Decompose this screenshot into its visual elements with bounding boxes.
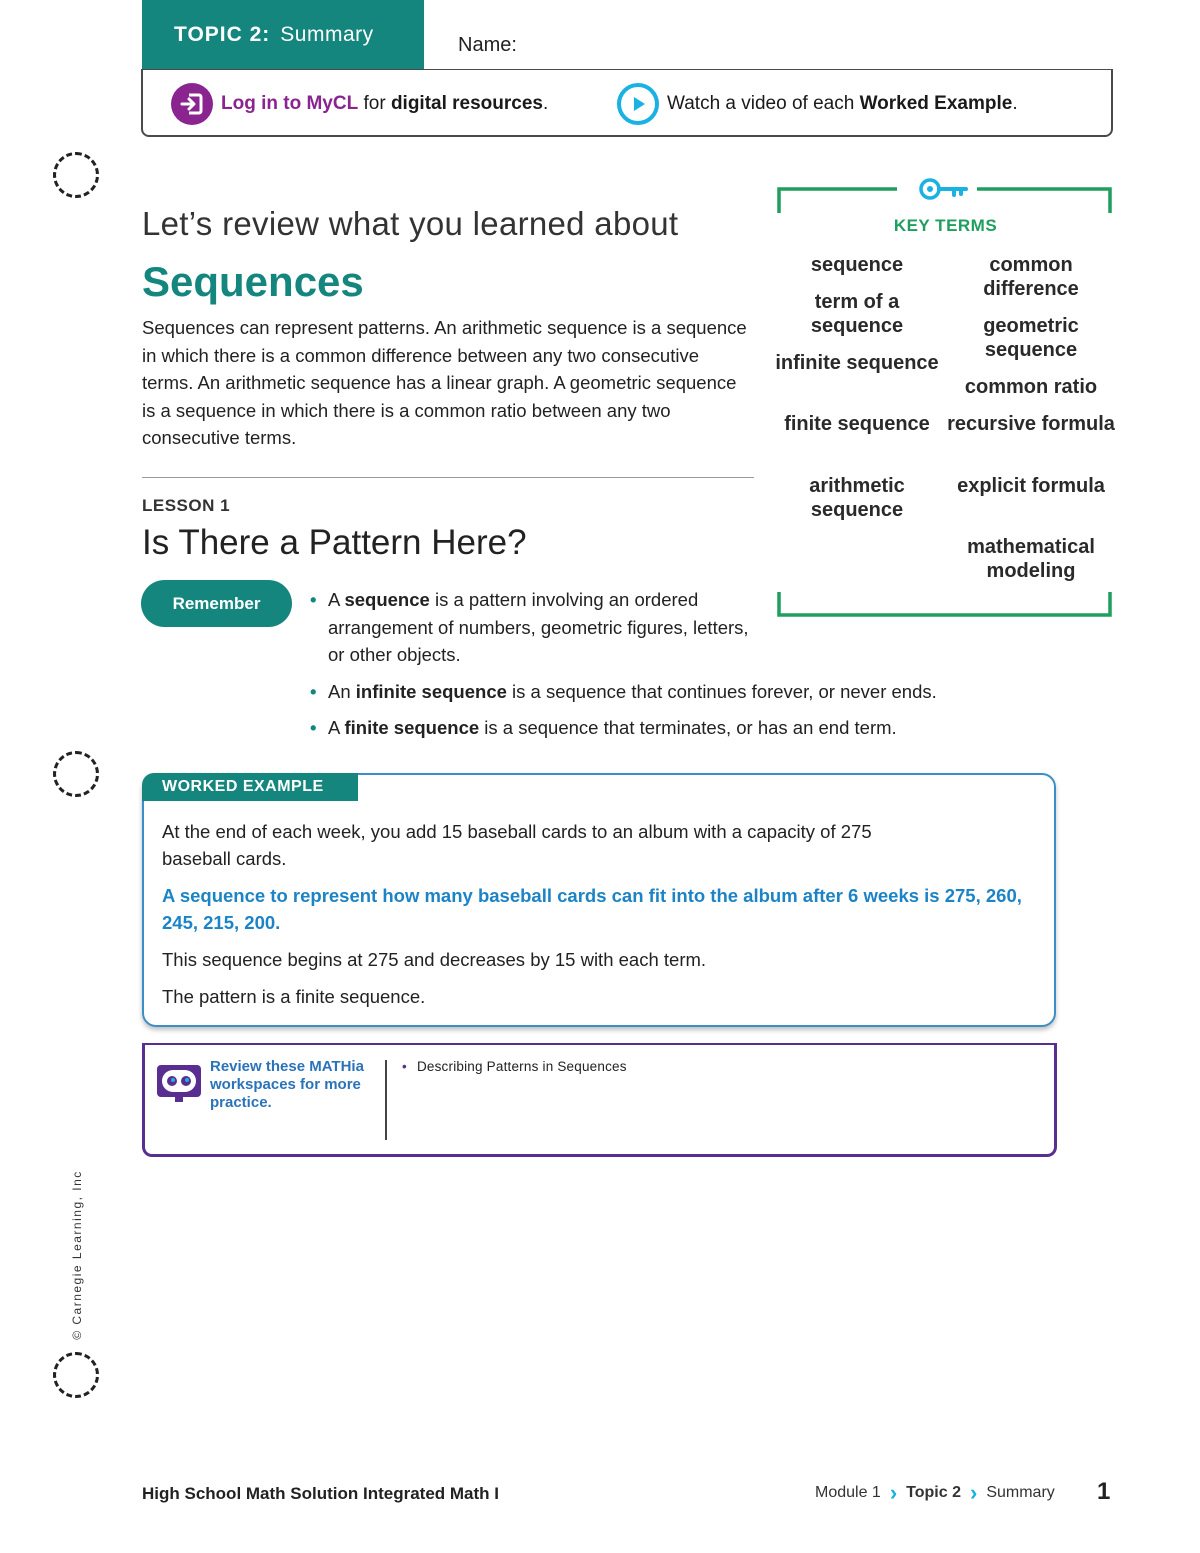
list-item: • A sequence is a pattern involving an ordered arrangement of numbers, geometric figures, letters, or other objects. [310, 586, 765, 669]
punch-hole-top [53, 152, 99, 198]
worked-example-tab: WORKED EXAMPLE [142, 773, 358, 801]
key-term: term of a sequence [810, 291, 904, 337]
mathia-workspace-item[interactable]: • Describing Patterns in Sequences [402, 1059, 627, 1074]
mathia-robot-icon [156, 1063, 202, 1105]
punch-hole-bottom [53, 1352, 99, 1398]
lesson-title: Is There a Pattern Here? [142, 523, 527, 562]
breadcrumb-topic: Topic 2 [906, 1484, 961, 1501]
key-term: explicit formula [957, 475, 1105, 497]
key-term: common ratio [964, 376, 1098, 398]
worked-example-conclusion: The pattern is a finite sequence. [162, 986, 426, 1007]
worked-example-problem: At the end of each week, you add 15 baseball cards to an album with a capacity of 275 baseball cards. [162, 821, 872, 869]
key-terms-title: KEY TERMS [893, 216, 998, 235]
page-number: 1 [1097, 1478, 1111, 1505]
breadcrumb-module: Module 1 [815, 1484, 881, 1501]
intro-text: Sequences can represent patterns. An arithmetic sequence is a sequence in which there is a common difference between any two consecutive terms. An arithmetic sequence has a linear graph. A geometric sequence is a sequence in which there is a common ratio between any two consecutive terms. [142, 317, 747, 448]
login-resource[interactable] [171, 84, 548, 124]
key-term: recursive formula [947, 413, 1115, 435]
login-arrow-icon[interactable] [171, 83, 213, 125]
worked-example-body [162, 818, 1032, 1020]
review-line: Let’s review what you learned about [142, 205, 679, 242]
topic-label: TOPIC 2: [174, 23, 271, 46]
breadcrumb-summary: Summary [986, 1484, 1055, 1501]
worked-example-explanation: This sequence begins at 275 and decreases by 15 with each term. [162, 949, 707, 970]
key-term: sequence [810, 254, 904, 276]
copyright: © Carnegie Learning, Inc [70, 1170, 84, 1340]
topic-tab [142, 0, 424, 70]
login-link[interactable]: Log in to MyCL [221, 93, 359, 114]
remember-badge: Remember [141, 580, 292, 627]
list-item: • A finite sequence is a sequence that terminates, or has an end term. [310, 714, 1110, 742]
resources-box [141, 69, 1113, 137]
login-digital-resources: digital resources [390, 93, 543, 114]
key-term: arithmetic sequence [809, 475, 905, 521]
key-icon [918, 176, 970, 202]
mathia-divider [385, 1060, 387, 1140]
key-term: finite sequence [784, 413, 930, 435]
key-term: geometric sequence [983, 315, 1079, 361]
chevron-right-icon: › [889, 1480, 898, 1505]
remember-list [310, 586, 1110, 751]
mathia-prompt: Review these MATHia workspaces for more practice. [210, 1058, 364, 1111]
key-term: common difference [983, 254, 1079, 300]
key-term: infinite sequence [775, 352, 939, 374]
breadcrumb [815, 1480, 1055, 1505]
chevron-right-icon: › [969, 1480, 978, 1505]
video-text: Watch a video of each [667, 93, 860, 114]
lesson-label: LESSON 1 [142, 496, 231, 515]
topic-summary: Summary [280, 23, 374, 46]
login-for-text: for [358, 93, 391, 114]
play-icon[interactable] [617, 83, 659, 125]
video-resource[interactable] [617, 84, 1018, 124]
video-period: . [1012, 93, 1018, 114]
section-divider [142, 477, 754, 478]
key-term: mathematical modeling [967, 536, 1095, 582]
video-worked-example: Worked Example [859, 93, 1013, 114]
name-label: Name: [458, 34, 517, 56]
worked-example-answer: A sequence to represent how many baseball cards can fit into the album after 6 weeks is 275, 260, 245, 215, 200. [162, 885, 1022, 933]
login-period: . [543, 93, 549, 114]
list-item: • An infinite sequence is a sequence that continues forever, or never ends. [310, 678, 1110, 706]
punch-hole-middle [53, 751, 99, 797]
topic-title: Sequences [142, 258, 364, 305]
footer-book-title: High School Math Solution Integrated Math I [142, 1484, 499, 1503]
